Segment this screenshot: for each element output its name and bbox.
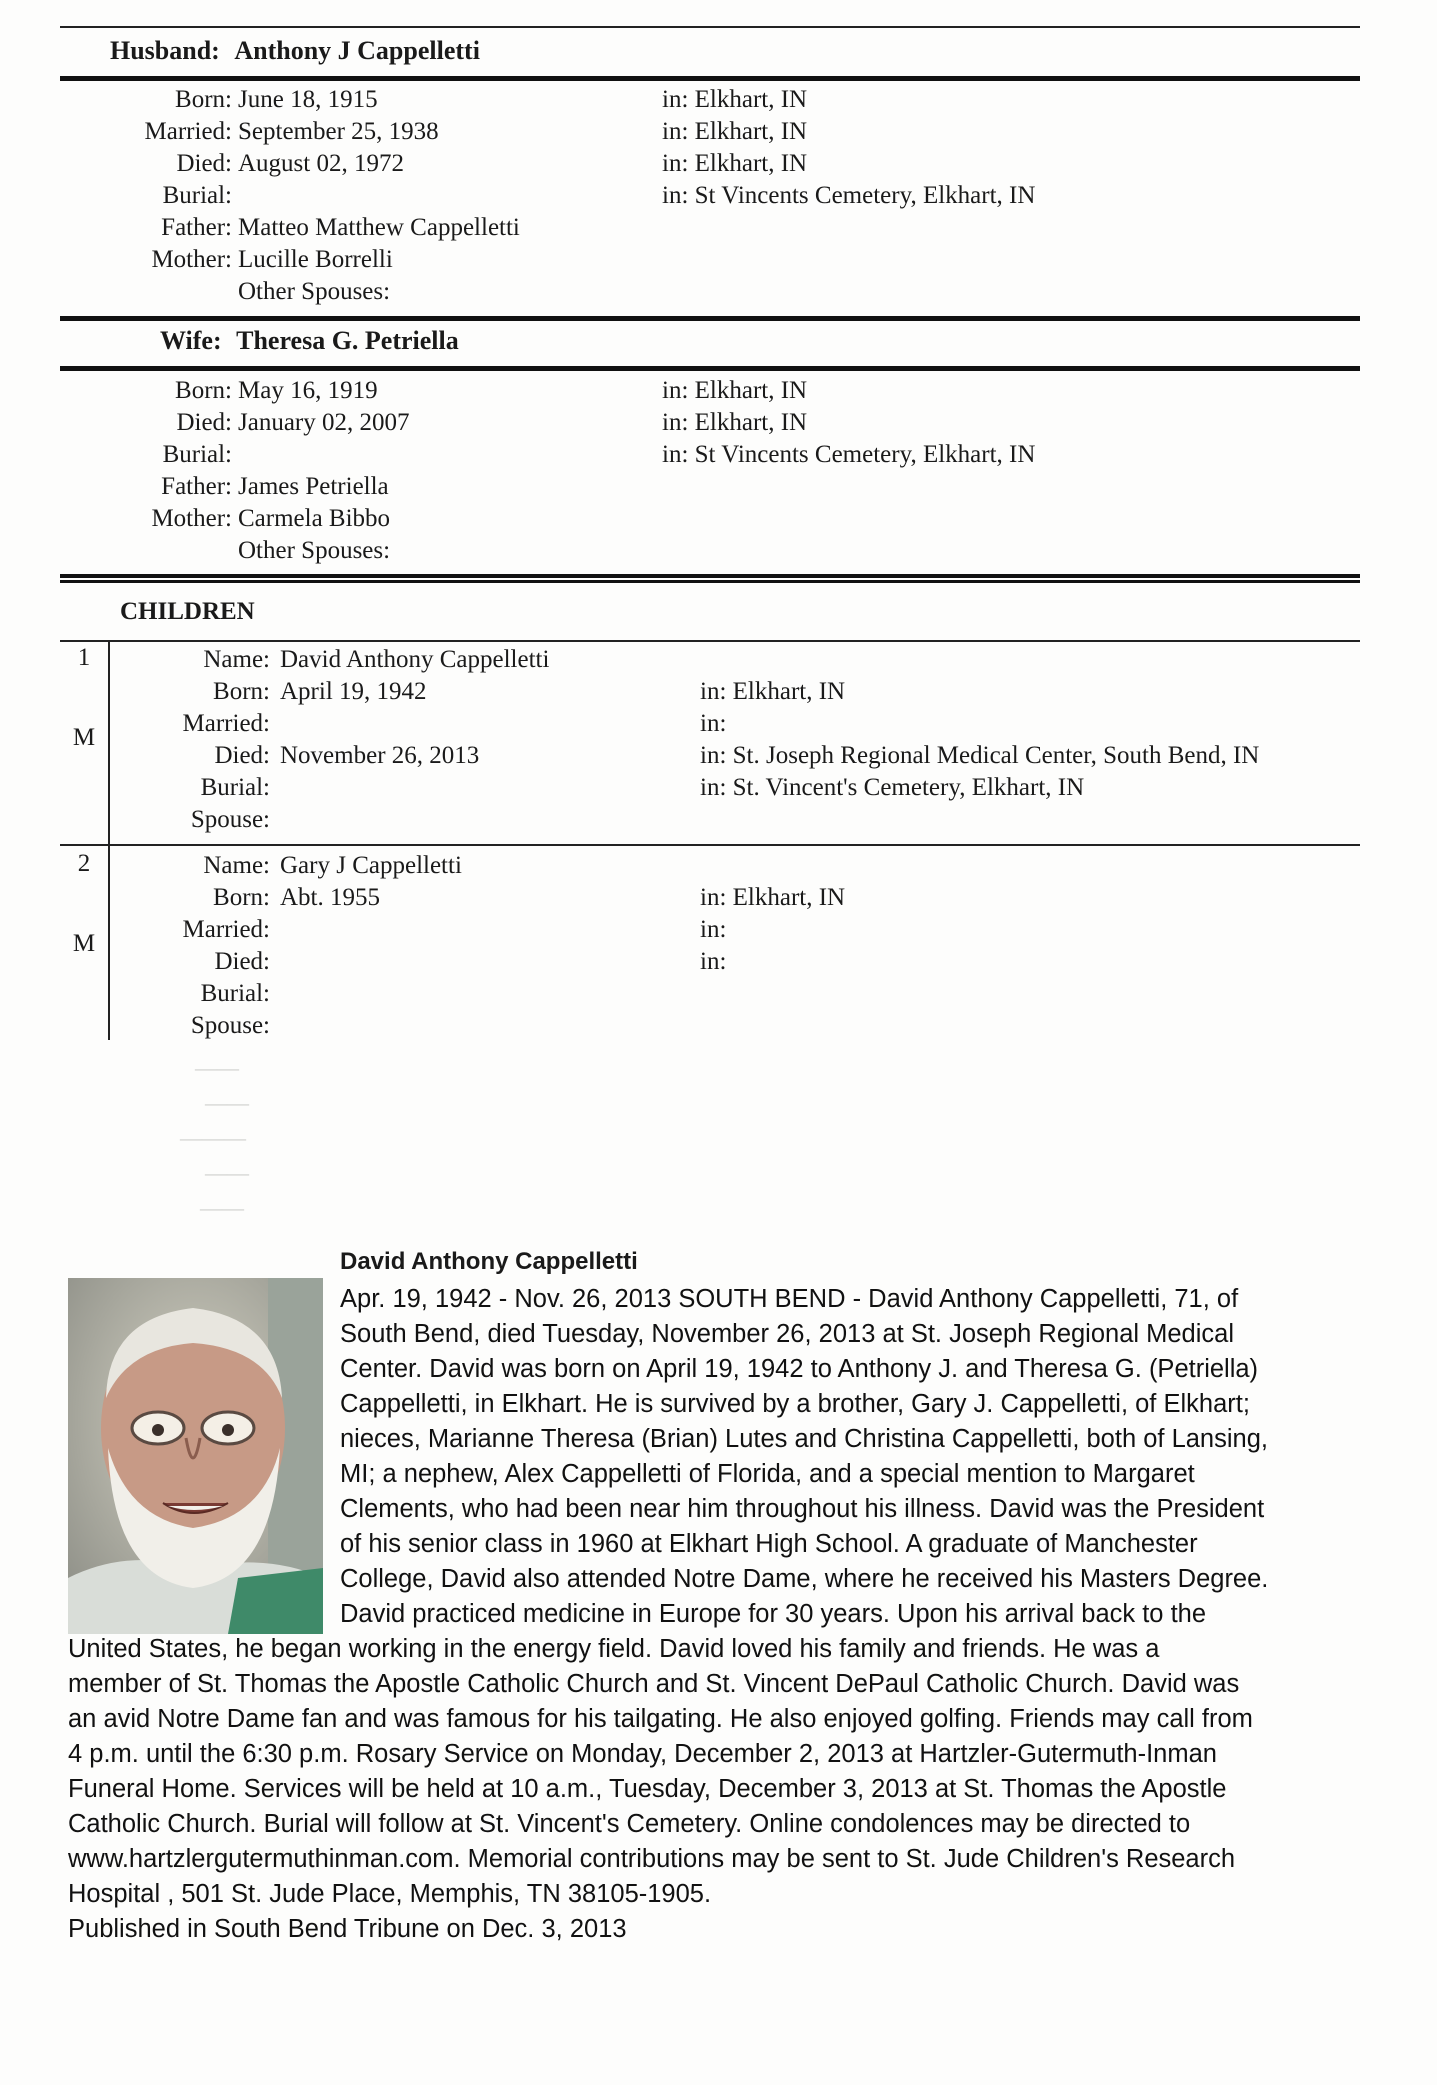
fact-label: Burial:: [200, 980, 270, 1007]
fact-place: in:: [700, 948, 727, 975]
portrait-photo: [68, 1278, 323, 1634]
obituary-line: member of St. Thomas the Apostle Catholic Church and St. Vincent DePaul Catholic Church. David was: [68, 1670, 1240, 1698]
fact-value: Lucille Borrelli: [238, 246, 393, 273]
fact-row: [0, 180, 1437, 212]
fact-label: Born:: [175, 377, 232, 404]
fact-label: Mother:: [151, 246, 232, 273]
fact-row: [0, 471, 1437, 503]
obituary-line: South Bend, died Tuesday, November 26, 2013 at St. Joseph Regional Medical: [340, 1320, 1235, 1348]
fact-row: [0, 503, 1437, 535]
child-separator: [60, 844, 1360, 846]
child-fact-row: [0, 850, 1437, 882]
fact-label: Name:: [203, 646, 270, 673]
obituary-title: David Anthony Cappelletti: [340, 1248, 638, 1275]
obituary-line: of his senior class in 1960 at Elkhart High School. A graduate of Manchester: [340, 1530, 1198, 1558]
portrait-illustration: [68, 1278, 323, 1634]
children-header-rule: [60, 640, 1360, 642]
obituary-line: an avid Notre Dame fan and was famous for his tailgating. He also enjoyed golfing. Friends may call from: [68, 1705, 1253, 1733]
child-fact-row: [0, 708, 1437, 740]
fact-place: in: Elkhart, IN: [662, 377, 808, 404]
fact-label: Married:: [144, 118, 232, 145]
child-number: 2: [77, 850, 91, 877]
fact-label: Burial:: [200, 774, 270, 801]
obituary-line: Published in South Bend Tribune on Dec. 3, 2013: [68, 1915, 627, 1943]
fact-row: [0, 375, 1437, 407]
fact-place: in: St. Vincent's Cemetery, Elkhart, IN: [700, 774, 1085, 801]
fact-label: Died:: [176, 150, 232, 177]
fact-value: Matteo Matthew Cappelletti: [238, 214, 520, 241]
fact-value: June 18, 1915: [238, 86, 378, 113]
child-fact-row: [0, 676, 1437, 708]
fact-value: April 19, 1942: [280, 678, 427, 705]
fact-place: in: St Vincents Cemetery, Elkhart, IN: [662, 441, 1036, 468]
obituary-text-full-width: [68, 1632, 1378, 1947]
fact-label: Born:: [213, 884, 270, 911]
fact-place: in: Elkhart, IN: [662, 86, 808, 113]
child-fact-row: [0, 740, 1437, 772]
husband-divider: [60, 76, 1360, 81]
obituary-line: Center. David was born on April 19, 1942 to Anthony J. and Theresa G. (Petriella): [340, 1355, 1259, 1383]
fact-label: Born:: [175, 86, 232, 113]
husband-name: Anthony J Cappelletti: [234, 36, 480, 65]
fact-label: Mother:: [151, 505, 232, 532]
fact-row: [0, 212, 1437, 244]
husband-heading-label: Husband:: [110, 36, 220, 65]
fact-label: Spouse:: [190, 1012, 270, 1039]
top-divider: [60, 26, 1360, 28]
fact-place: in: Elkhart, IN: [662, 118, 808, 145]
fact-row: [0, 535, 1437, 567]
fact-label: Died:: [214, 948, 270, 975]
child-fact-row: [0, 804, 1437, 836]
fact-label: Died:: [214, 742, 270, 769]
husband-heading: [110, 36, 480, 66]
obituary-line: Cappelletti, in Elkhart. He is survived by a brother, Gary J. Cappelletti, of Elkhart;: [340, 1390, 1250, 1418]
obituary-line: nieces, Marianne Theresa (Brian) Lutes and Christina Cappelletti, both of Lansing,: [340, 1425, 1268, 1453]
fact-row: [0, 244, 1437, 276]
fact-value: Abt. 1955: [280, 884, 380, 911]
fact-place: in: Elkhart, IN: [700, 884, 846, 911]
wife-top-divider: [60, 316, 1360, 321]
children-heading: CHILDREN: [120, 598, 255, 625]
child-sex: M: [72, 930, 96, 957]
fact-row: [0, 84, 1437, 116]
fact-place: in: Elkhart, IN: [700, 678, 846, 705]
fact-place: in:: [700, 916, 727, 943]
fact-place: in: Elkhart, IN: [662, 150, 808, 177]
fact-value: January 02, 2007: [238, 409, 410, 436]
obituary-line: Catholic Church. Burial will follow at St. Vincent's Cemetery. Online condolences may be directed to: [68, 1810, 1191, 1838]
child-fact-row: [0, 644, 1437, 676]
obituary-line: Clements, who had been near him throughout his illness. David was the President: [340, 1495, 1265, 1523]
obituary-line: MI; a nephew, Alex Cappelletti of Florida, and a special mention to Margaret: [340, 1460, 1195, 1488]
fact-place: in: Elkhart, IN: [662, 409, 808, 436]
fact-value: Carmela Bibbo: [238, 505, 391, 532]
fact-label: Burial:: [162, 182, 232, 209]
fact-place: in: St Vincents Cemetery, Elkhart, IN: [662, 182, 1036, 209]
fact-row: [0, 407, 1437, 439]
obituary-line: David practiced medicine in Europe for 30 years. Upon his arrival back to the: [340, 1600, 1207, 1628]
child-fact-row: [0, 946, 1437, 978]
fact-place: in: St. Joseph Regional Medical Center, South Bend, IN: [700, 742, 1260, 769]
obituary-text-beside-photo: [340, 1282, 1370, 1632]
obituary-line: www.hartzlergutermuthinman.com. Memorial contributions may be sent to St. Jude Children's Research: [68, 1845, 1236, 1873]
fact-label: Married:: [182, 710, 270, 737]
fact-label: Father:: [161, 214, 232, 241]
fact-row: [0, 116, 1437, 148]
wife-name: Theresa G. Petriella: [236, 326, 459, 355]
fact-value: Gary J Cappelletti: [280, 852, 462, 879]
fact-value: David Anthony Cappelletti: [280, 646, 550, 673]
fact-label: Born:: [213, 678, 270, 705]
children-divider: [60, 574, 1360, 583]
fact-value: September 25, 1938: [238, 118, 439, 145]
fact-label: Spouse:: [190, 806, 270, 833]
obituary-line: United States, he began working in the energy field. David loved his family and friends. He was a: [68, 1635, 1160, 1663]
obituary-line: Funeral Home. Services will be held at 10 a.m., Tuesday, December 3, 2013 at St. Thomas the Apostle: [68, 1775, 1227, 1803]
fact-label: Burial:: [162, 441, 232, 468]
fact-row: [0, 439, 1437, 471]
wife-divider: [60, 366, 1360, 371]
fact-value: Other Spouses:: [238, 278, 391, 305]
wife-heading-label: Wife:: [160, 326, 222, 355]
child-fact-row: [0, 978, 1437, 1010]
fact-value: November 26, 2013: [280, 742, 480, 769]
fact-row: [0, 148, 1437, 180]
fact-value: August 02, 1972: [238, 150, 404, 177]
fact-label: Father:: [161, 473, 232, 500]
fact-label: Died:: [176, 409, 232, 436]
child-sex: M: [72, 724, 96, 751]
child-fact-row: [0, 882, 1437, 914]
child-fact-row: [0, 1010, 1437, 1042]
obituary-line: Hospital , 501 St. Jude Place, Memphis, TN 38105-1905.: [68, 1880, 712, 1908]
wife-heading: [160, 326, 459, 356]
fact-label: Married:: [182, 916, 270, 943]
fact-value: James Petriella: [238, 473, 389, 500]
fact-value: May 16, 1919: [238, 377, 378, 404]
fact-row: [0, 276, 1437, 308]
child-fact-row: [0, 914, 1437, 946]
child-number: 1: [77, 644, 91, 671]
obituary-line: 4 p.m. until the 6:30 p.m. Rosary Service on Monday, December 2, 2013 at Hartzler-Gutermuth-Inman: [68, 1740, 1217, 1768]
obituary-line: College, David also attended Notre Dame, where he received his Masters Degree.: [340, 1565, 1269, 1593]
fact-value: Other Spouses:: [238, 537, 391, 564]
obituary-line: Apr. 19, 1942 - Nov. 26, 2013 SOUTH BEND - David Anthony Cappelletti, 71, of: [340, 1285, 1239, 1313]
fact-label: Name:: [203, 852, 270, 879]
fact-place: in:: [700, 710, 727, 737]
child-fact-row: [0, 772, 1437, 804]
